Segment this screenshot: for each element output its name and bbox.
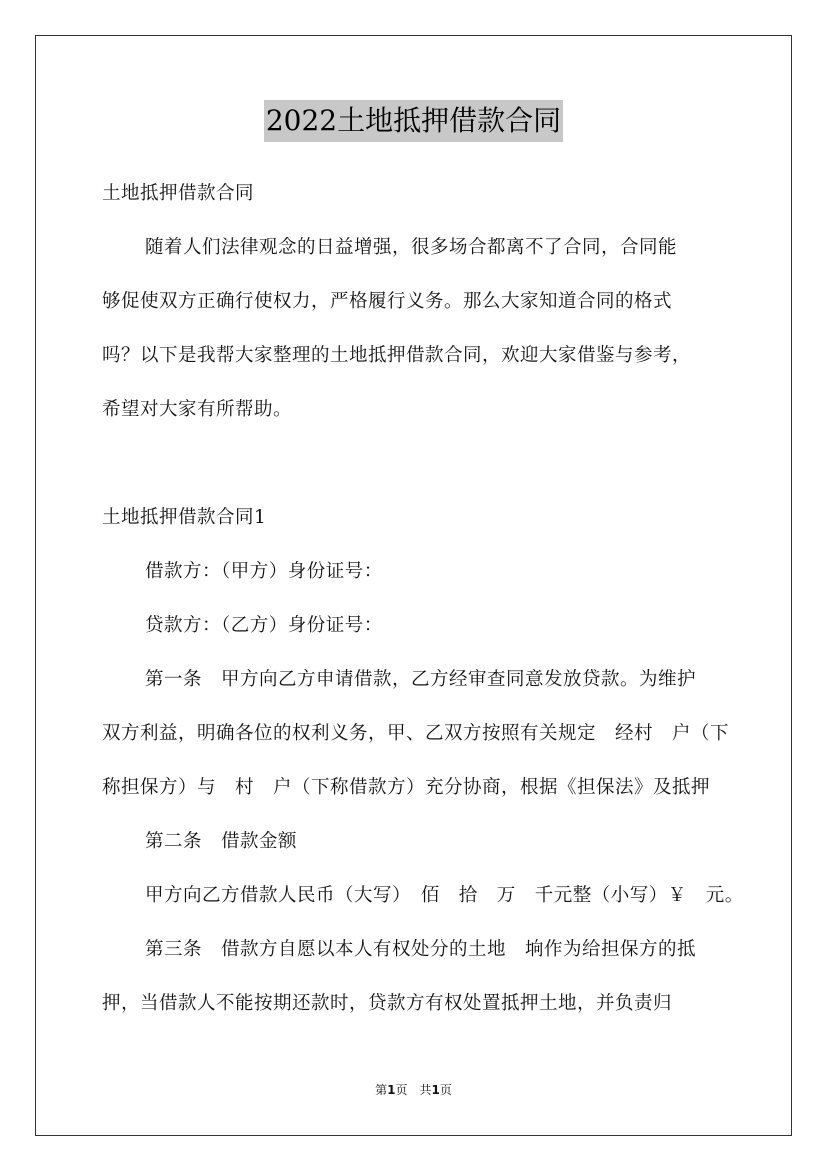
intro-line-4: 希望对大家有所帮助。 bbox=[102, 399, 293, 420]
page-footer bbox=[0, 1082, 827, 1098]
intro-line-2: 够促使双方正确行使权力，严格履行义务。那么大家知道合同的格式 bbox=[102, 291, 673, 312]
footer-page-suffix: 页 bbox=[439, 1083, 452, 1097]
article1-line-1: 第一条 甲方向乙方申请借款，乙方经审查同意发放贷款。为维护 bbox=[145, 669, 697, 690]
intro-line-3: 吗？以下是我帮大家整理的土地抵押借款合同，欢迎大家借鉴与参考， bbox=[102, 345, 692, 366]
subtitle: 土地抵押借款合同 bbox=[102, 183, 255, 204]
footer-page-total: 1 bbox=[431, 1083, 440, 1097]
section-heading: 土地抵押借款合同1 bbox=[102, 507, 267, 528]
borrower-line: 借款方：（甲方）身份证号： bbox=[145, 561, 383, 582]
footer-page-number: 1 bbox=[387, 1083, 396, 1097]
title-container bbox=[0, 100, 827, 142]
article1-line-2: 双方利益，明确各位的权利义务，甲、乙双方按照有关规定 经村 户（下 bbox=[102, 723, 730, 744]
document-title: 2022土地抵押借款合同 bbox=[264, 100, 563, 142]
intro-line-1: 随着人们法律观念的日益增强，很多场合都离不了合同，合同能 bbox=[145, 237, 678, 258]
footer-page-prefix: 第 bbox=[375, 1083, 388, 1097]
article1-line-3: 称担保方）与 村 户（下称借款方）充分协商，根据《担保法》及抵押 bbox=[102, 777, 711, 798]
article3-line-1: 第三条 借款方自愿以本人有权处分的土地 垧作为给担保方的抵 bbox=[145, 939, 697, 960]
lender-line: 贷款方：（乙方）身份证号： bbox=[145, 615, 383, 636]
footer-page-mid: 页 共 bbox=[395, 1083, 432, 1097]
article2-title: 第二条 借款金额 bbox=[145, 831, 298, 852]
article2-text: 甲方向乙方借款人民币（大写） 佰 拾 万 千元整（小写）￥ 元。 bbox=[145, 885, 744, 906]
article3-line-2: 押，当借款人不能按期还款时，贷款方有权处置抵押土地，并负责归 bbox=[102, 993, 673, 1014]
